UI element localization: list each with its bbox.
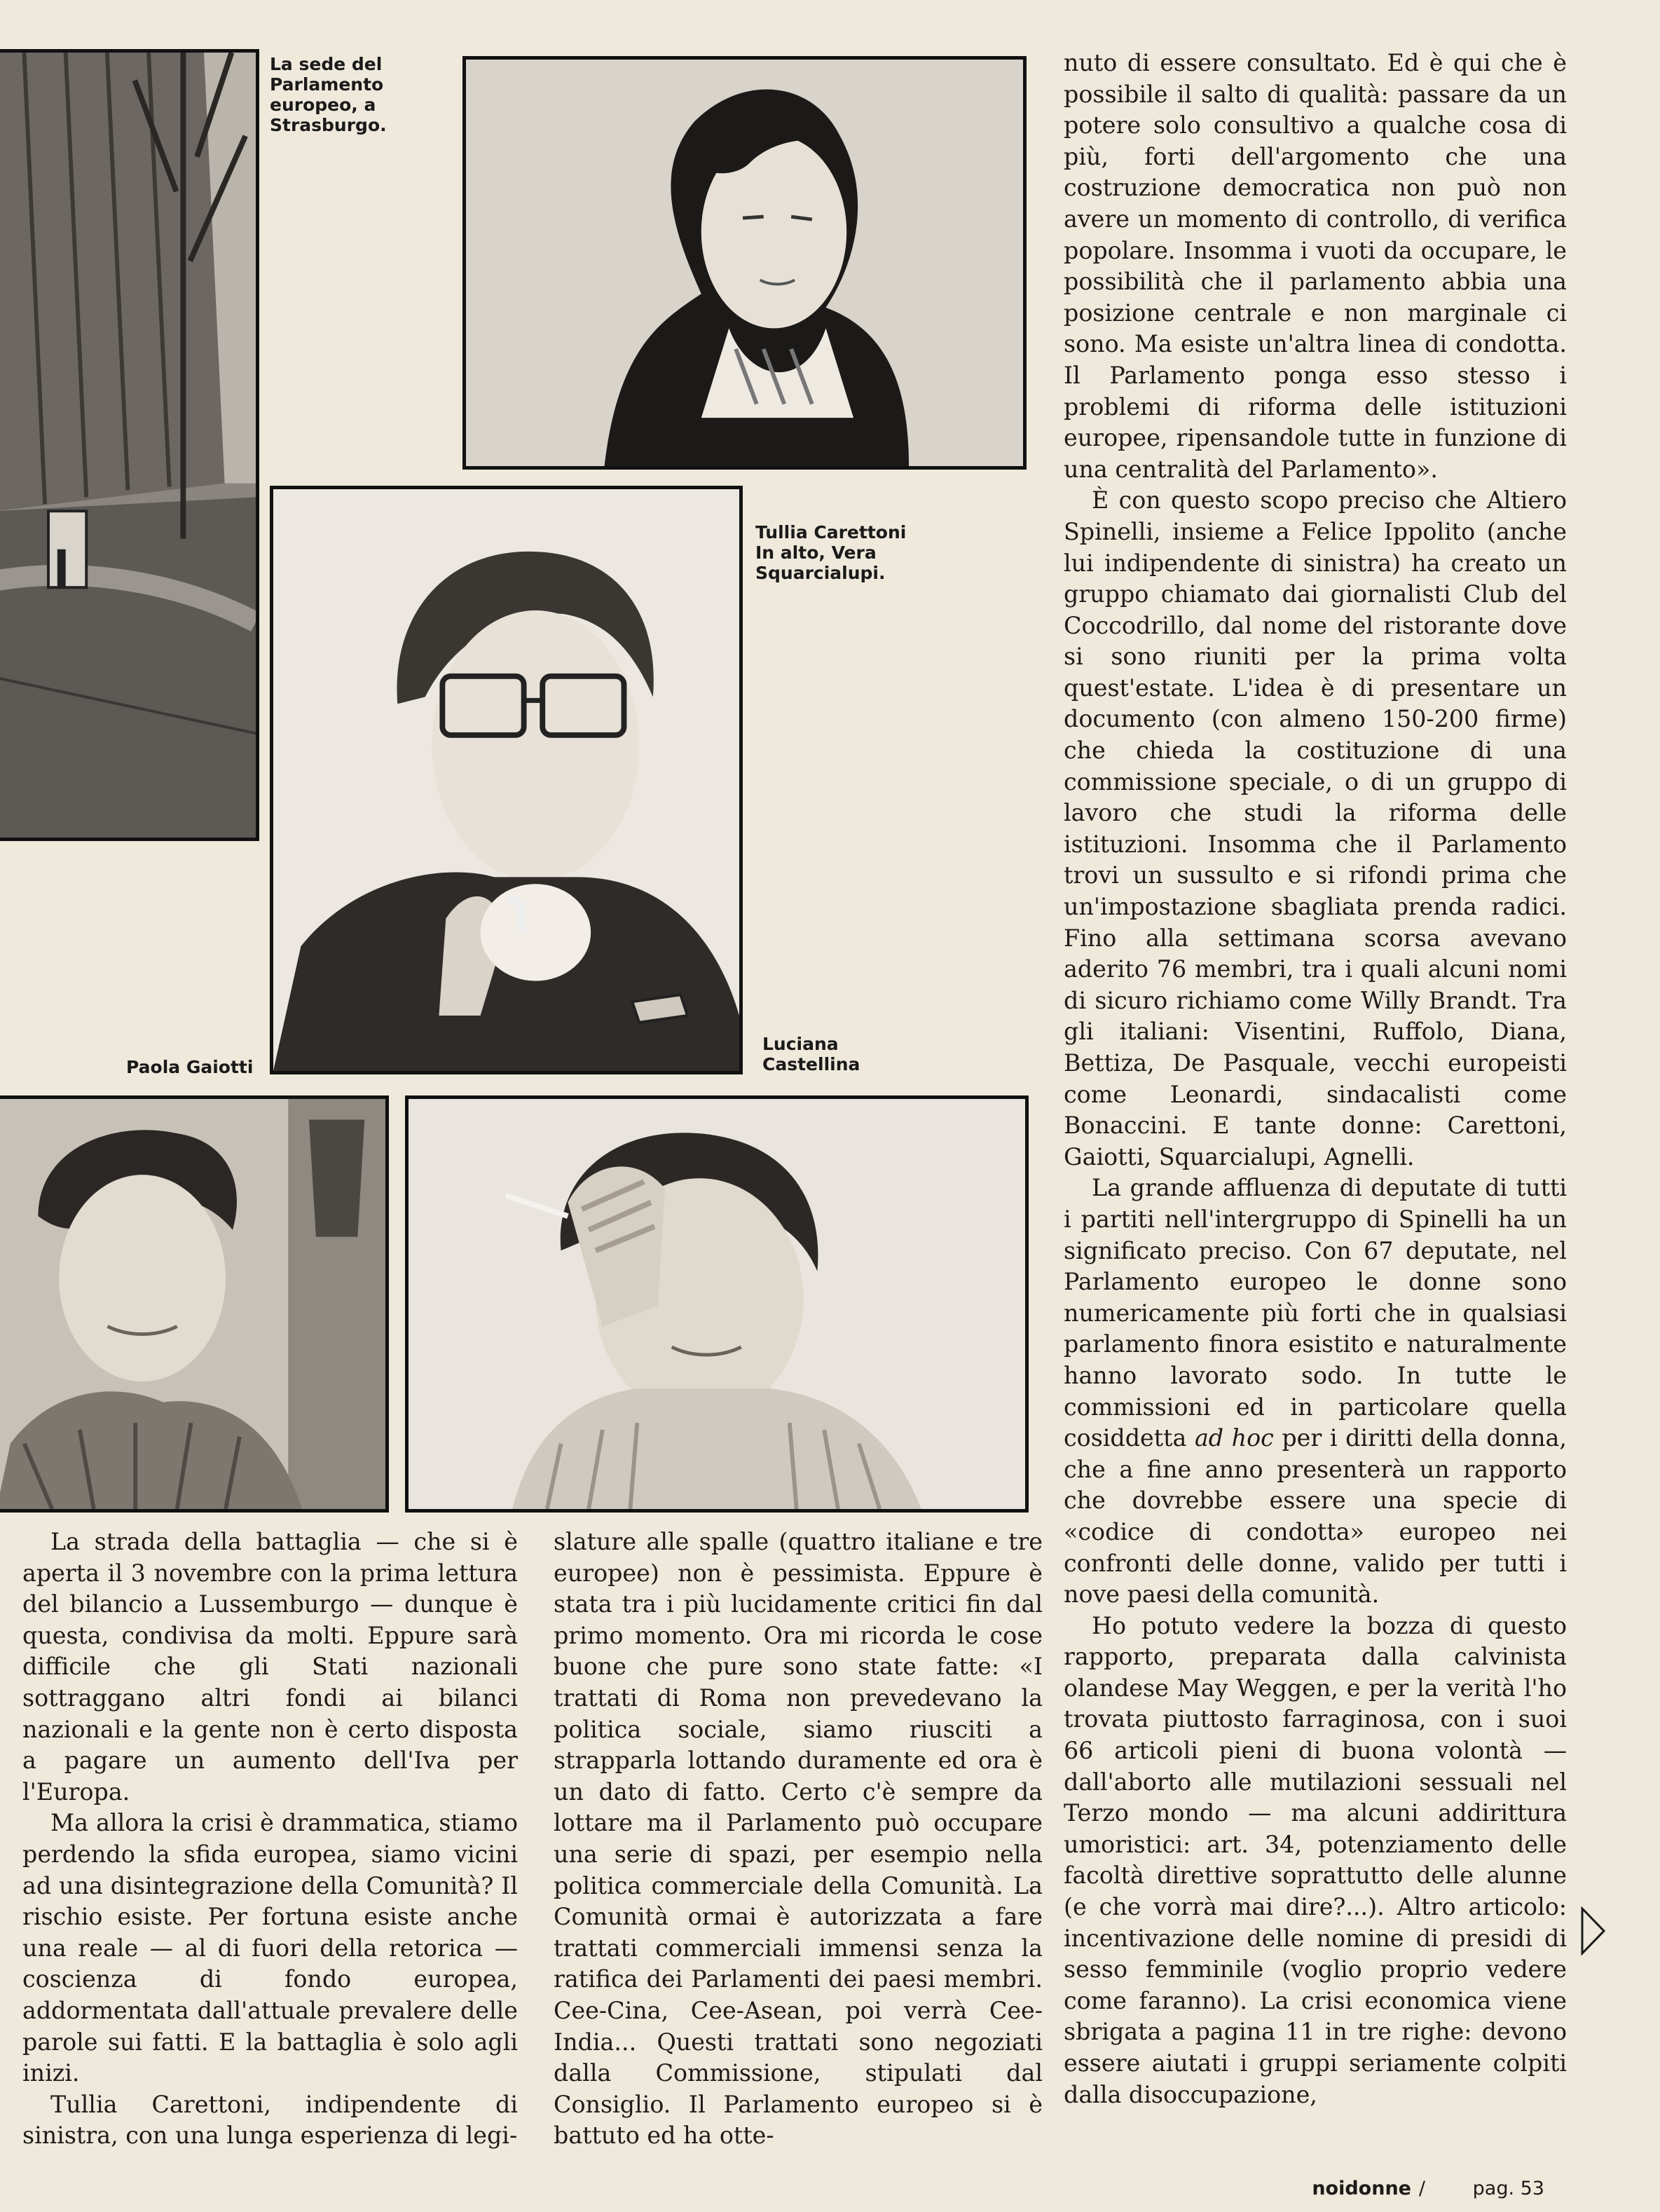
castellina-photo: [405, 1095, 1029, 1513]
gaiotti-caption: Paola Gaiotti: [126, 1057, 254, 1077]
paragraph: Ma allora la crisi è drammatica, stiamo perdendo la sfida europea, siamo vicini ad una disintegrazione della Comunità? Il rischio esiste. Per fortuna esiste anche una reale — al di fuori della retorica — coscienza di fondo europea, addormentata dall'attuale prevalere delle parole sui fatti. E la battaglia è solo agli inizi.: [22, 1809, 518, 2087]
text-run: La grande affluenza di deputate di tutti i partiti nell'intergruppo di Spinelli ha un significato preciso. Con 67 deputate, nel Parlamento europeo le donne sono numericamente più forti che in qualsiasi parlamento finora esistito e naturalmente hanno lavorato sodo. In tutte le commissioni ed in particolare quella cosiddetta: [1064, 1174, 1567, 1452]
parliament-photo: [0, 49, 259, 841]
paragraph: Tullia Carettoni, indipendente di sinistra, con una lunga esperienza di legi-: [22, 2090, 518, 2150]
gaiotti-photo: [0, 1095, 389, 1513]
carettoni-photo-image: [273, 489, 739, 1071]
gaiotti-photo-image: [0, 1099, 385, 1509]
text-run: per i diritti della donna, che a fine anno presenterà un rapporto che dovrebbe essere una specie di «codice di condotta» europeo nei confronti delle donne, valido per tutti i nove paesi della comunità.: [1064, 1424, 1567, 1609]
carettoni-caption: Tullia Carettoni In alto, Vera Squarcialupi.: [755, 522, 907, 583]
magazine-logo: noidonne: [1312, 2178, 1411, 2199]
parliament-caption: La sede del Parlamento europeo, a Strasburgo.: [270, 54, 387, 135]
paragraph: La strada della battaglia — che si è aperta il 3 novembre con la prima lettura del bilancio a Lussemburgo — dunque è questa, condivisa da molti. Eppure sarà difficile che gli Stati nazionali sottraggano altri fondi ai bilanci nazionali e la gente non è certo disposta a pagare un aumento dell'Iva per l'Europa.: [22, 1528, 518, 1805]
paragraph: nuto di essere consultato. Ed è qui che è possibile il salto di qualità: passare da un potere solo consultivo a qualche cosa di più, forti dell'argomento che una costruzione democratica non può non avere un momento di controllo, di verifica popolare. Insomma i vuoti da occupare, le possibilità che il parlamento abbia una posizione centrale e non marginale ci sono. Ma esiste un'altra linea di condotta. Il Parlamento ponga esso stesso i problemi di riforma delle istituzioni europee, ripensandole tutte in funzione di una centralità del Parlamento».: [1064, 49, 1567, 483]
column-left: [22, 1527, 518, 2152]
paragraph: È con questo scopo preciso che Altiero Spinelli, insieme a Felice Ippolito (anche lui indipendente di sinistra) ha creato un gruppo chiamato dai giornalisti Club del Coccodrillo, dal nome del ristorante dove si sono riuniti per la prima volta quest'estate. L'idea è di presentare un documento (con almeno 150-200 firme) che chieda la costituzione di una commissione speciale, o di un gruppo di lavoro che studi la riforma delle istituzioni. Insomma che il Parlamento trovi un sussulto e si rifondi prima che un'impostazione sbagliata prenda radici. Fino alla settimana scorsa avevano aderito 76 membri, tra i quali alcuni nomi di sicuro richiamo come Willy Brandt. Tra gli italiani: Visentini, Ruffolo, Diana, Bettiza, De Pasquale, vecchi europeisti come Leonardi, sindacalisti come Bonaccini. E tante donne: Carettoni, Gaiotti, Squarcialupi, Agnelli.: [1064, 486, 1567, 1170]
squarcialupi-photo-image: [466, 60, 1023, 466]
carettoni-photo: [270, 486, 743, 1074]
squarcialupi-photo: [462, 56, 1027, 470]
column-middle: [554, 1527, 1043, 2152]
italic-text: ad hoc: [1194, 1424, 1274, 1452]
castellina-photo-image: [409, 1099, 1025, 1509]
paragraph: [1064, 1173, 1567, 1610]
page-number: pag. 53: [1472, 2178, 1544, 2199]
paragraph: Ho potuto vedere la bozza di questo rapporto, preparata dalla calvinista olandese May Weggen, e per la verità l'ho trovata piuttosto farraginosa, con i suoi 66 articoli pieni di buona volontà — dall'aborto alle mutilazioni sessuali nel Terzo mondo — ma alcuni addirittura umoristici: art. 34, potenziamento delle facoltà direttive soprattutto delle alunne (e che vorrà mai dire?...). Altro articolo: incentivazione delle nomine di presidi di sesso femminile (voglio proprio vedere come faranno). La crisi economica viene sbrigata a pagina 11 in tre righe: devono essere aiutati i gruppi seriamente colpiti dalla disoccupazione,: [1064, 1611, 1567, 2108]
paragraph: slature alle spalle (quattro italiane e tre europee) non è pessimista. Eppure è stata tra i più lucidamente critici fin dal primo momento. Ora mi ricorda le cose buone che pure sono state fatte: «I trattati di Roma non prevedevano la politica sociale, siamo riusciti a strapparla lottando duramente ed ora è un dato di fatto. Certo c'è sempre da lottare ma il Parlamento può occupare una serie di spazi, per esempio nella politica commerciale della Comunità. La Comunità ormai è autorizzata a fare trattati commerciali immensi senza la ratifica dei Parlamenti dei paesi membri. Cee-Cina, Cee-Asean, poi verrà Cee-India... Questi trattati sono negoziati dalla Commissione, stipulati dal Consiglio. Il Parlamento europeo si è battuto ed ha otte-: [554, 1528, 1043, 2150]
footer-slash: /: [1418, 2178, 1425, 2199]
parliament-photo-image: [0, 53, 256, 838]
next-page-arrow-icon: [1580, 1906, 1607, 1955]
column-right: [1064, 48, 1567, 2110]
castellina-caption: Luciana Castellina: [762, 1034, 860, 1074]
